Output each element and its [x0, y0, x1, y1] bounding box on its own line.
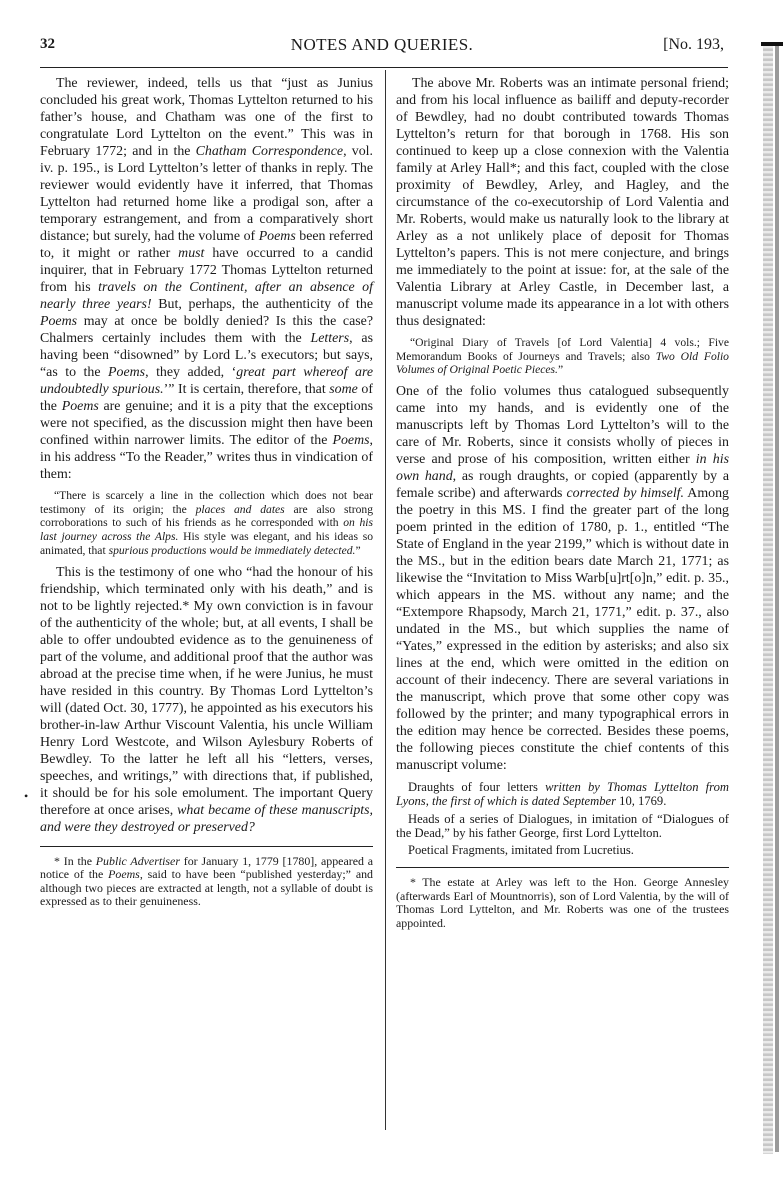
scan-edge-bar — [775, 42, 779, 1152]
footnote-rule — [40, 846, 373, 847]
left-footnote: * In the Public Advertiser for January 1, 1779 [1780], appeared a notice of the Poems, said to have been “published yesterday;” and although two pieces are extracted at length, not a syllable of doubt is expressed as to their genuineness. — [40, 853, 374, 909]
italic-run: on his last journey across the Alps. — [40, 516, 373, 544]
journal-title: NOTES AND QUERIES. — [290, 35, 474, 54]
italic-run: Chatham Correspondence — [195, 144, 344, 159]
footnote-rule — [396, 867, 729, 868]
left-paragraph-1: The reviewer, indeed, tells us that “just as Junius concluded his great work, Thomas Lyttelton returned to his father’s house, and Chatham was one of the first to congratulate Lord Lyttelton on the event.” This was in February 1772; and in the Chatham Correspondence, vol. iv. p. 195., is Lord Lyttelton’s letter of thanks in reply. The reviewer would evidently have it inferred, that Thomas Lyttelton had returned home like a prodigal son, after a temporary estrangement, and from a comparatively short distance; but surely, had the volume of Poems been referred to, it might or rather must have occurred to a candid inquirer, that in February 1772 Thomas Lyttelton returned from his travels on the Continent, after an absence of nearly three years! But, perhaps, the authenticity of the Poems may at once be boldly denied? Is this the case? Chalmers certainly includes them with the Letters, as having been “disowned” by Lord L.’s executors; but says, “as to the Poems, they added, ‘great part whereof are undoubtedly spurious.’” It is certain, therefore, that some of the Poems are genuine; and it is a pity that the exceptions were not specified, as the discussion might then have been confined within narrower limits. The editor of the Poems, in his address “To the Reader,” writes thus in vindication of them: — [40, 76, 373, 482]
issue-number: [No. 193, — [663, 36, 724, 53]
right-block-quote: “Original Diary of Travels [of Lord Valentia] 4 vols.; Five Memorandum Books of Journeys and Travels; also Two Old Folio Volumes of Original Poetic Pieces.” — [396, 336, 729, 377]
italic-run: spurious productions would be immediately detected. — [108, 543, 356, 557]
page-number: 32 — [40, 36, 55, 52]
manuscript-item-2: Heads of a series of Dialogues, in imitation of “Dialogues of the Dead,” by his father George, first Lord Lyttelton. — [396, 811, 729, 840]
italic-run: Poems — [40, 314, 78, 329]
italic-run: Poems — [108, 365, 146, 380]
italic-run: Poems — [258, 229, 296, 244]
scan-edge-top — [761, 42, 783, 46]
manuscript-item-1: Draughts of four letters written by Thomas Lyttelton from Lyons, the first of which is dated September 10, 1769. — [396, 780, 729, 809]
italic-run: Letters — [310, 331, 350, 346]
italic-run: Two Old Folio Volumes of Original Poetic Pieces. — [396, 349, 729, 377]
italic-run: in his own hand — [396, 452, 729, 485]
right-column — [396, 75, 729, 931]
running-header — [40, 36, 724, 56]
italic-run: Public Advertiser — [95, 853, 180, 868]
margin-mark: • — [24, 789, 29, 803]
italic-run: corrected by himself. — [566, 486, 685, 502]
italic-run: travels on the Continent, after an absence of nearly three years! — [40, 280, 373, 312]
italic-run: some — [329, 382, 358, 397]
italic-run: must — [178, 246, 205, 261]
italic-run: places and dates — [195, 502, 285, 516]
right-footnote: * The estate at Arley was left to the Hon. George Annesley (afterwards Earl of Mountnorris), son of Lord Valentia, by the will of Thomas Lord Lyttelton, and Mr. Roberts was one of the trustees appointed. — [396, 875, 729, 930]
scan-edge-shadow — [763, 44, 773, 1154]
right-paragraph-1: The above Mr. Roberts was an intimate personal friend; and from his local influence as bailiff and deputy-recorder of Bewdley, had no doubt contributed towards Thomas Lyttelton’s return for that borough in 1768. His son continued to keep up a close connexion with the Valentia family at Arley Hall*; and this fact, coupled with the close proximity of Bewdley, Arley, and Hagley, and the circumstance of the co-executorship of Lord Valentia and Mr. Roberts, would make us naturally look to the library at Arley as a not unlikely place of deposit for Thomas Lyttelton’s papers. This is not mere conjecture, and brings me immediately to the point at issue: for, at the sale of the Valentia Library at Arley Castle, in December last, a manuscript volume made its appearance in a lot with others thus designated: — [396, 76, 729, 329]
left-block-quote: “There is scarcely a line in the collection which does not bear testimony of its origin; the places and dates are also strong corroborations to such of his friends as he corresponded with on his last journey across the Alps. His style was elegant, and his ideas so animated, that spurious productions would be immediately detected.” — [40, 489, 373, 557]
manuscript-item-3: Poetical Fragments, imitated from Lucretius. — [408, 842, 634, 857]
left-column — [40, 75, 373, 909]
italic-run: written by Thomas Lyttelton from Lyons, the first of which is dated September — [396, 780, 729, 809]
left-paragraph-2: This is the testimony of one who “had the honour of his friendship, which terminated only with his death,” and is not to be lightly rejected.* My own conviction is in favour of the authenticity of the whole; but, at all events, I shall be able to offer undoubted evidence as to the genuineness of part of the volume, and additional proof that the author was abroad at the precise time when, if he were Junius, he must have resided in this country. By Thomas Lord Lyttelton’s will (dated Oct. 30, 1777), he appointed as his executors his brother-in-law Arthur Viscount Valentia, his uncle William Henry Lord Westcote, and Wilson Aylesbury Roberts of Bewdley. To the latter he left all his “letters, verses, speeches, and writings,” with directions that, if published, it should be for his sole emolument. The important Query therefore at once arises, what became of these manuscripts, and were they destroyed or preserved? — [40, 564, 374, 835]
right-paragraph-2: One of the folio volumes thus catalogued subsequently came into my hands, and is evidently one of the manuscripts left by Thomas Lord Lyttelton’s will to the care of Mr. Roberts, since it consists wholly of pieces in verse and prose of his composition, written either in his own hand, as rough draughts, or copied (apparently by a female scribe) and afterwards corrected by himself. Among the poetry in this MS. I find the greater part of the long poem printed in the edition of 1780, p. 1., entitled “The State of England in the year 2199,” which is without date in the MS., but in the edition bears date March 21, 1771; as likewise the “Invitation to Miss Warb[u]rt[o]n,” edit. p. 35., which appears in the MS. without any name; and the “Extempore Rhapsody, March 21, 1771,” edit. p. 37., also undated in the MS., but which supplies the name of “Yates,” expressed in the edition by asterisks; and also six lines at the end, which were omitted in the edition on account of their indecency. There are several variations in the manuscript, which prove that some other copy was followed by the printer; and many typographical errors in the edition may hence be corrected. Besides these poems, the following pieces constitute the chief contents of this manuscript volume: — [396, 384, 729, 774]
column-divider — [385, 70, 386, 1130]
header-rule — [40, 67, 728, 68]
italic-run: great part whereof are undoubtedly spurious. — [40, 365, 373, 397]
italic-run: what became of these manuscripts, and were they destroyed or preserved? — [40, 802, 374, 835]
italic-run: Poems — [108, 867, 140, 882]
italic-run: Poems — [332, 433, 370, 448]
italic-run: Poems — [61, 399, 99, 414]
